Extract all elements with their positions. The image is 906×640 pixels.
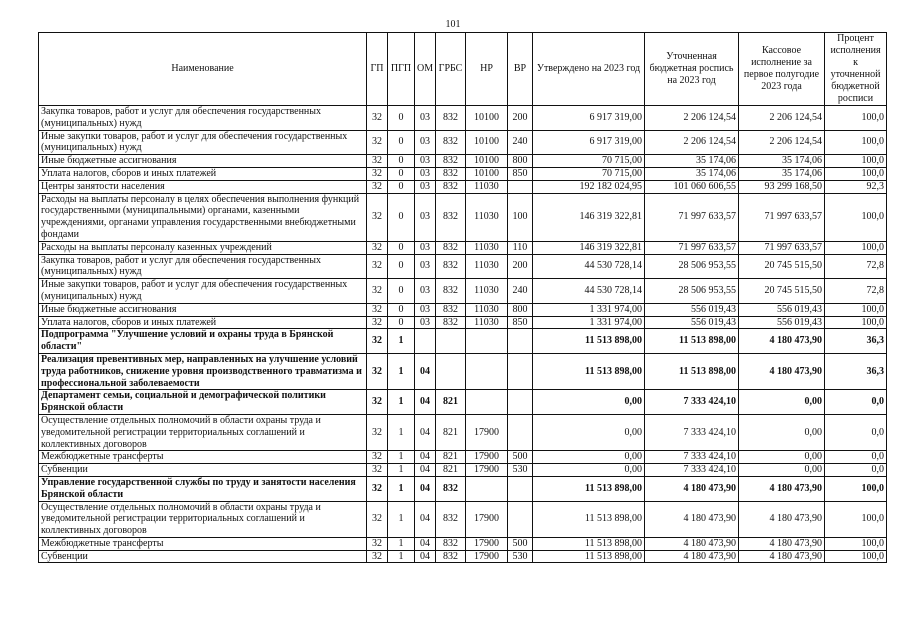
cell-percent: 100,0 [825, 537, 887, 550]
cell-refined: 4 180 473,90 [645, 550, 739, 563]
cell-gp: 32 [367, 501, 388, 537]
cell-refined: 7 333 424,10 [645, 414, 739, 450]
cell-gp: 32 [367, 193, 388, 241]
cell-grbs: 832 [436, 130, 466, 155]
cell-vr [508, 180, 533, 193]
cell-name: Департамент семьи, социальной и демографической политики Брянской области [39, 390, 367, 415]
cell-om: 03 [415, 193, 436, 241]
table-row [39, 167, 887, 180]
cell-om: 04 [415, 501, 436, 537]
cell-cash: 0,00 [739, 414, 825, 450]
cell-np: 11030 [466, 180, 508, 193]
cell-gp: 32 [367, 279, 388, 304]
cell-percent: 36,3 [825, 353, 887, 389]
cell-grbs: 832 [436, 279, 466, 304]
cell-name: Субвенции [39, 464, 367, 477]
cell-ppgp: 0 [388, 167, 415, 180]
cell-vr [508, 476, 533, 501]
header-cash: Кассовое исполнение за первое полугодие 2023 года [739, 33, 825, 106]
cell-approved: 0,00 [533, 390, 645, 415]
cell-np [466, 329, 508, 354]
table-row [39, 537, 887, 550]
cell-om: 03 [415, 106, 436, 131]
cell-ppgp: 1 [388, 464, 415, 477]
cell-ppgp: 1 [388, 329, 415, 354]
cell-gp: 32 [367, 316, 388, 329]
cell-approved: 0,00 [533, 464, 645, 477]
header-ppgp: ПГП [388, 33, 415, 106]
cell-name: Иные закупки товаров, работ и услуг для обеспечения государственных (муниципальных) нужд [39, 130, 367, 155]
cell-approved: 1 331 974,00 [533, 303, 645, 316]
cell-ppgp: 1 [388, 550, 415, 563]
cell-refined: 71 997 633,57 [645, 241, 739, 254]
table-row [39, 464, 887, 477]
cell-cash: 2 206 124,54 [739, 130, 825, 155]
cell-name: Расходы на выплаты персоналу в целях обеспечения выполнения функций государственными (муниципальными) органами, казенными учреждениями, органами управления государственными внебюджетными фондами [39, 193, 367, 241]
cell-om: 03 [415, 254, 436, 279]
cell-ppgp: 0 [388, 303, 415, 316]
header-grbs: ГРБС [436, 33, 466, 106]
table-row [39, 303, 887, 316]
header-refined: Уточненная бюджетная роспись на 2023 год [645, 33, 739, 106]
cell-gp: 32 [367, 476, 388, 501]
cell-np: 17900 [466, 537, 508, 550]
cell-percent: 100,0 [825, 130, 887, 155]
cell-om: 04 [415, 464, 436, 477]
cell-ppgp: 1 [388, 476, 415, 501]
cell-refined: 101 060 606,55 [645, 180, 739, 193]
cell-approved: 6 917 319,00 [533, 106, 645, 131]
cell-ppgp: 1 [388, 390, 415, 415]
cell-refined: 71 997 633,57 [645, 193, 739, 241]
budget-table [38, 32, 887, 563]
cell-vr: 500 [508, 451, 533, 464]
table-row [39, 390, 887, 415]
cell-name: Субвенции [39, 550, 367, 563]
cell-gp: 32 [367, 464, 388, 477]
cell-refined: 11 513 898,00 [645, 353, 739, 389]
cell-percent: 100,0 [825, 155, 887, 168]
cell-cash: 0,00 [739, 451, 825, 464]
cell-om [415, 329, 436, 354]
cell-percent: 72,8 [825, 279, 887, 304]
cell-grbs: 832 [436, 501, 466, 537]
header-gp: ГП [367, 33, 388, 106]
cell-approved: 6 917 319,00 [533, 130, 645, 155]
cell-refined: 28 506 953,55 [645, 279, 739, 304]
cell-grbs: 832 [436, 550, 466, 563]
cell-gp: 32 [367, 537, 388, 550]
cell-vr: 500 [508, 537, 533, 550]
table-row [39, 254, 887, 279]
cell-name: Осуществление отдельных полномочий в области охраны труда и уведомительной регистрации территориальных соглашений и коллективных договоров [39, 414, 367, 450]
cell-cash: 4 180 473,90 [739, 476, 825, 501]
cell-approved: 11 513 898,00 [533, 353, 645, 389]
cell-gp: 32 [367, 254, 388, 279]
cell-vr [508, 501, 533, 537]
cell-np: 11030 [466, 303, 508, 316]
cell-np: 17900 [466, 550, 508, 563]
cell-grbs: 832 [436, 254, 466, 279]
cell-vr: 850 [508, 167, 533, 180]
header-percent: Процент исполнения к уточненной бюджетной росписи [825, 33, 887, 106]
cell-refined: 7 333 424,10 [645, 390, 739, 415]
table-row [39, 329, 887, 354]
cell-name: Закупка товаров, работ и услуг для обеспечения государственных (муниципальных) нужд [39, 106, 367, 131]
cell-percent: 92,3 [825, 180, 887, 193]
cell-percent: 72,8 [825, 254, 887, 279]
cell-ppgp: 1 [388, 537, 415, 550]
cell-np: 17900 [466, 501, 508, 537]
table-row [39, 130, 887, 155]
cell-ppgp: 0 [388, 180, 415, 193]
cell-gp: 32 [367, 155, 388, 168]
cell-grbs: 832 [436, 167, 466, 180]
cell-grbs: 832 [436, 106, 466, 131]
cell-om: 04 [415, 353, 436, 389]
cell-refined: 2 206 124,54 [645, 130, 739, 155]
cell-np: 10100 [466, 106, 508, 131]
cell-om: 04 [415, 390, 436, 415]
cell-np [466, 390, 508, 415]
header-np: НР [466, 33, 508, 106]
cell-name: Расходы на выплаты персоналу казенных учреждений [39, 241, 367, 254]
cell-vr: 800 [508, 155, 533, 168]
cell-name: Осуществление отдельных полномочий в области охраны труда и уведомительной регистрации территориальных соглашений и коллективных договоров [39, 501, 367, 537]
cell-om: 04 [415, 550, 436, 563]
table-row [39, 241, 887, 254]
cell-np: 11030 [466, 241, 508, 254]
cell-approved: 1 331 974,00 [533, 316, 645, 329]
cell-approved: 70 715,00 [533, 167, 645, 180]
cell-percent: 100,0 [825, 476, 887, 501]
cell-cash: 556 019,43 [739, 303, 825, 316]
cell-np: 11030 [466, 316, 508, 329]
table-row [39, 414, 887, 450]
cell-name: Межбюджетные трансферты [39, 451, 367, 464]
cell-refined: 7 333 424,10 [645, 464, 739, 477]
cell-percent: 0,0 [825, 414, 887, 450]
cell-cash: 20 745 515,50 [739, 254, 825, 279]
cell-ppgp: 1 [388, 451, 415, 464]
cell-refined: 28 506 953,55 [645, 254, 739, 279]
cell-approved: 44 530 728,14 [533, 254, 645, 279]
cell-percent: 100,0 [825, 303, 887, 316]
header-row [39, 33, 887, 106]
cell-grbs: 832 [436, 155, 466, 168]
cell-gp: 32 [367, 390, 388, 415]
cell-om: 04 [415, 414, 436, 450]
cell-name: Управление государственной службы по труду и занятости населения Брянской области [39, 476, 367, 501]
cell-gp: 32 [367, 414, 388, 450]
cell-vr: 530 [508, 464, 533, 477]
cell-gp: 32 [367, 329, 388, 354]
table-row [39, 193, 887, 241]
cell-np: 17900 [466, 451, 508, 464]
cell-ppgp: 0 [388, 193, 415, 241]
cell-om: 03 [415, 155, 436, 168]
table-row [39, 476, 887, 501]
header-om: ОМ [415, 33, 436, 106]
cell-refined: 35 174,06 [645, 167, 739, 180]
header-approved: Утверждено на 2023 год [533, 33, 645, 106]
cell-grbs: 832 [436, 193, 466, 241]
cell-cash: 71 997 633,57 [739, 241, 825, 254]
cell-gp: 32 [367, 353, 388, 389]
cell-approved: 11 513 898,00 [533, 537, 645, 550]
cell-approved: 146 319 322,81 [533, 193, 645, 241]
cell-om: 03 [415, 279, 436, 304]
cell-percent: 100,0 [825, 501, 887, 537]
cell-np: 17900 [466, 464, 508, 477]
table-row [39, 550, 887, 563]
cell-refined: 35 174,06 [645, 155, 739, 168]
cell-percent: 100,0 [825, 241, 887, 254]
table-row [39, 279, 887, 304]
cell-om: 04 [415, 451, 436, 464]
cell-name: Закупка товаров, работ и услуг для обеспечения государственных (муниципальных) нужд [39, 254, 367, 279]
cell-name: Иные закупки товаров, работ и услуг для обеспечения государственных (муниципальных) нужд [39, 279, 367, 304]
cell-np: 10100 [466, 130, 508, 155]
cell-ppgp: 1 [388, 353, 415, 389]
page-number: 101 [445, 19, 461, 30]
cell-grbs: 832 [436, 303, 466, 316]
cell-cash: 4 180 473,90 [739, 329, 825, 354]
cell-approved: 11 513 898,00 [533, 329, 645, 354]
cell-gp: 32 [367, 303, 388, 316]
cell-gp: 32 [367, 241, 388, 254]
table-row [39, 353, 887, 389]
cell-name: Подпрограмма "Улучшение условий и охраны труда в Брянской области" [39, 329, 367, 354]
cell-approved: 0,00 [533, 451, 645, 464]
cell-cash: 556 019,43 [739, 316, 825, 329]
cell-np: 11030 [466, 279, 508, 304]
cell-np: 11030 [466, 193, 508, 241]
cell-cash: 20 745 515,50 [739, 279, 825, 304]
header-vr: ВР [508, 33, 533, 106]
cell-ppgp: 1 [388, 501, 415, 537]
cell-percent: 0,0 [825, 464, 887, 477]
cell-cash: 0,00 [739, 390, 825, 415]
cell-cash: 71 997 633,57 [739, 193, 825, 241]
cell-name: Иные бюджетные ассигнования [39, 155, 367, 168]
cell-vr [508, 414, 533, 450]
cell-vr: 530 [508, 550, 533, 563]
cell-ppgp: 0 [388, 106, 415, 131]
cell-percent: 0,0 [825, 451, 887, 464]
cell-vr: 100 [508, 193, 533, 241]
cell-vr [508, 353, 533, 389]
cell-gp: 32 [367, 130, 388, 155]
cell-ppgp: 0 [388, 316, 415, 329]
cell-approved: 146 319 322,81 [533, 241, 645, 254]
cell-om: 03 [415, 130, 436, 155]
table-row [39, 180, 887, 193]
cell-vr: 200 [508, 106, 533, 131]
cell-np: 11030 [466, 254, 508, 279]
cell-gp: 32 [367, 550, 388, 563]
cell-cash: 0,00 [739, 464, 825, 477]
cell-percent: 100,0 [825, 167, 887, 180]
cell-refined: 556 019,43 [645, 303, 739, 316]
cell-grbs: 821 [436, 464, 466, 477]
cell-gp: 32 [367, 167, 388, 180]
cell-cash: 4 180 473,90 [739, 550, 825, 563]
cell-percent: 100,0 [825, 193, 887, 241]
cell-ppgp: 0 [388, 279, 415, 304]
cell-om: 03 [415, 241, 436, 254]
cell-om: 04 [415, 537, 436, 550]
cell-om: 04 [415, 476, 436, 501]
table-row [39, 106, 887, 131]
cell-ppgp: 0 [388, 155, 415, 168]
cell-ppgp: 0 [388, 241, 415, 254]
cell-cash: 93 299 168,50 [739, 180, 825, 193]
cell-percent: 0,0 [825, 390, 887, 415]
cell-approved: 192 182 024,95 [533, 180, 645, 193]
cell-gp: 32 [367, 106, 388, 131]
cell-refined: 556 019,43 [645, 316, 739, 329]
cell-om: 03 [415, 180, 436, 193]
cell-cash: 2 206 124,54 [739, 106, 825, 131]
cell-approved: 11 513 898,00 [533, 501, 645, 537]
cell-cash: 35 174,06 [739, 155, 825, 168]
cell-refined: 7 333 424,10 [645, 451, 739, 464]
cell-om: 03 [415, 167, 436, 180]
cell-ppgp: 0 [388, 254, 415, 279]
cell-grbs: 832 [436, 476, 466, 501]
cell-om: 03 [415, 316, 436, 329]
cell-percent: 36,3 [825, 329, 887, 354]
cell-om: 03 [415, 303, 436, 316]
cell-gp: 32 [367, 180, 388, 193]
cell-approved: 11 513 898,00 [533, 550, 645, 563]
cell-cash: 35 174,06 [739, 167, 825, 180]
cell-grbs: 821 [436, 451, 466, 464]
cell-vr: 200 [508, 254, 533, 279]
cell-ppgp: 1 [388, 414, 415, 450]
cell-cash: 4 180 473,90 [739, 537, 825, 550]
cell-grbs: 821 [436, 390, 466, 415]
cell-percent: 100,0 [825, 316, 887, 329]
cell-cash: 4 180 473,90 [739, 353, 825, 389]
cell-np: 10100 [466, 155, 508, 168]
cell-vr [508, 329, 533, 354]
header-name: Наименование [39, 33, 367, 106]
cell-name: Уплата налогов, сборов и иных платежей [39, 167, 367, 180]
cell-refined: 4 180 473,90 [645, 537, 739, 550]
cell-cash: 4 180 473,90 [739, 501, 825, 537]
cell-vr: 800 [508, 303, 533, 316]
cell-name: Реализация превентивных мер, направленных на улучшение условий труда работников, снижение уровня производственного травматизма и профессиональной заболеваемости [39, 353, 367, 389]
cell-vr: 850 [508, 316, 533, 329]
cell-approved: 0,00 [533, 414, 645, 450]
table-row [39, 155, 887, 168]
cell-np: 17900 [466, 414, 508, 450]
table-row [39, 451, 887, 464]
cell-np [466, 476, 508, 501]
table-row [39, 316, 887, 329]
cell-gp: 32 [367, 451, 388, 464]
cell-ppgp: 0 [388, 130, 415, 155]
cell-grbs: 832 [436, 241, 466, 254]
cell-name: Уплата налогов, сборов и иных платежей [39, 316, 367, 329]
cell-vr: 240 [508, 279, 533, 304]
cell-grbs [436, 353, 466, 389]
cell-vr [508, 390, 533, 415]
cell-np [466, 353, 508, 389]
table-row [39, 501, 887, 537]
cell-name: Центры занятости населения [39, 180, 367, 193]
cell-refined: 2 206 124,54 [645, 106, 739, 131]
cell-vr: 240 [508, 130, 533, 155]
cell-refined: 4 180 473,90 [645, 476, 739, 501]
cell-name: Иные бюджетные ассигнования [39, 303, 367, 316]
cell-grbs [436, 329, 466, 354]
cell-name: Межбюджетные трансферты [39, 537, 367, 550]
cell-grbs: 821 [436, 414, 466, 450]
cell-grbs: 832 [436, 537, 466, 550]
cell-np: 10100 [466, 167, 508, 180]
cell-approved: 70 715,00 [533, 155, 645, 168]
cell-vr: 110 [508, 241, 533, 254]
cell-percent: 100,0 [825, 106, 887, 131]
cell-grbs: 832 [436, 316, 466, 329]
cell-percent: 100,0 [825, 550, 887, 563]
cell-refined: 11 513 898,00 [645, 329, 739, 354]
cell-refined: 4 180 473,90 [645, 501, 739, 537]
cell-approved: 11 513 898,00 [533, 476, 645, 501]
cell-grbs: 832 [436, 180, 466, 193]
cell-approved: 44 530 728,14 [533, 279, 645, 304]
